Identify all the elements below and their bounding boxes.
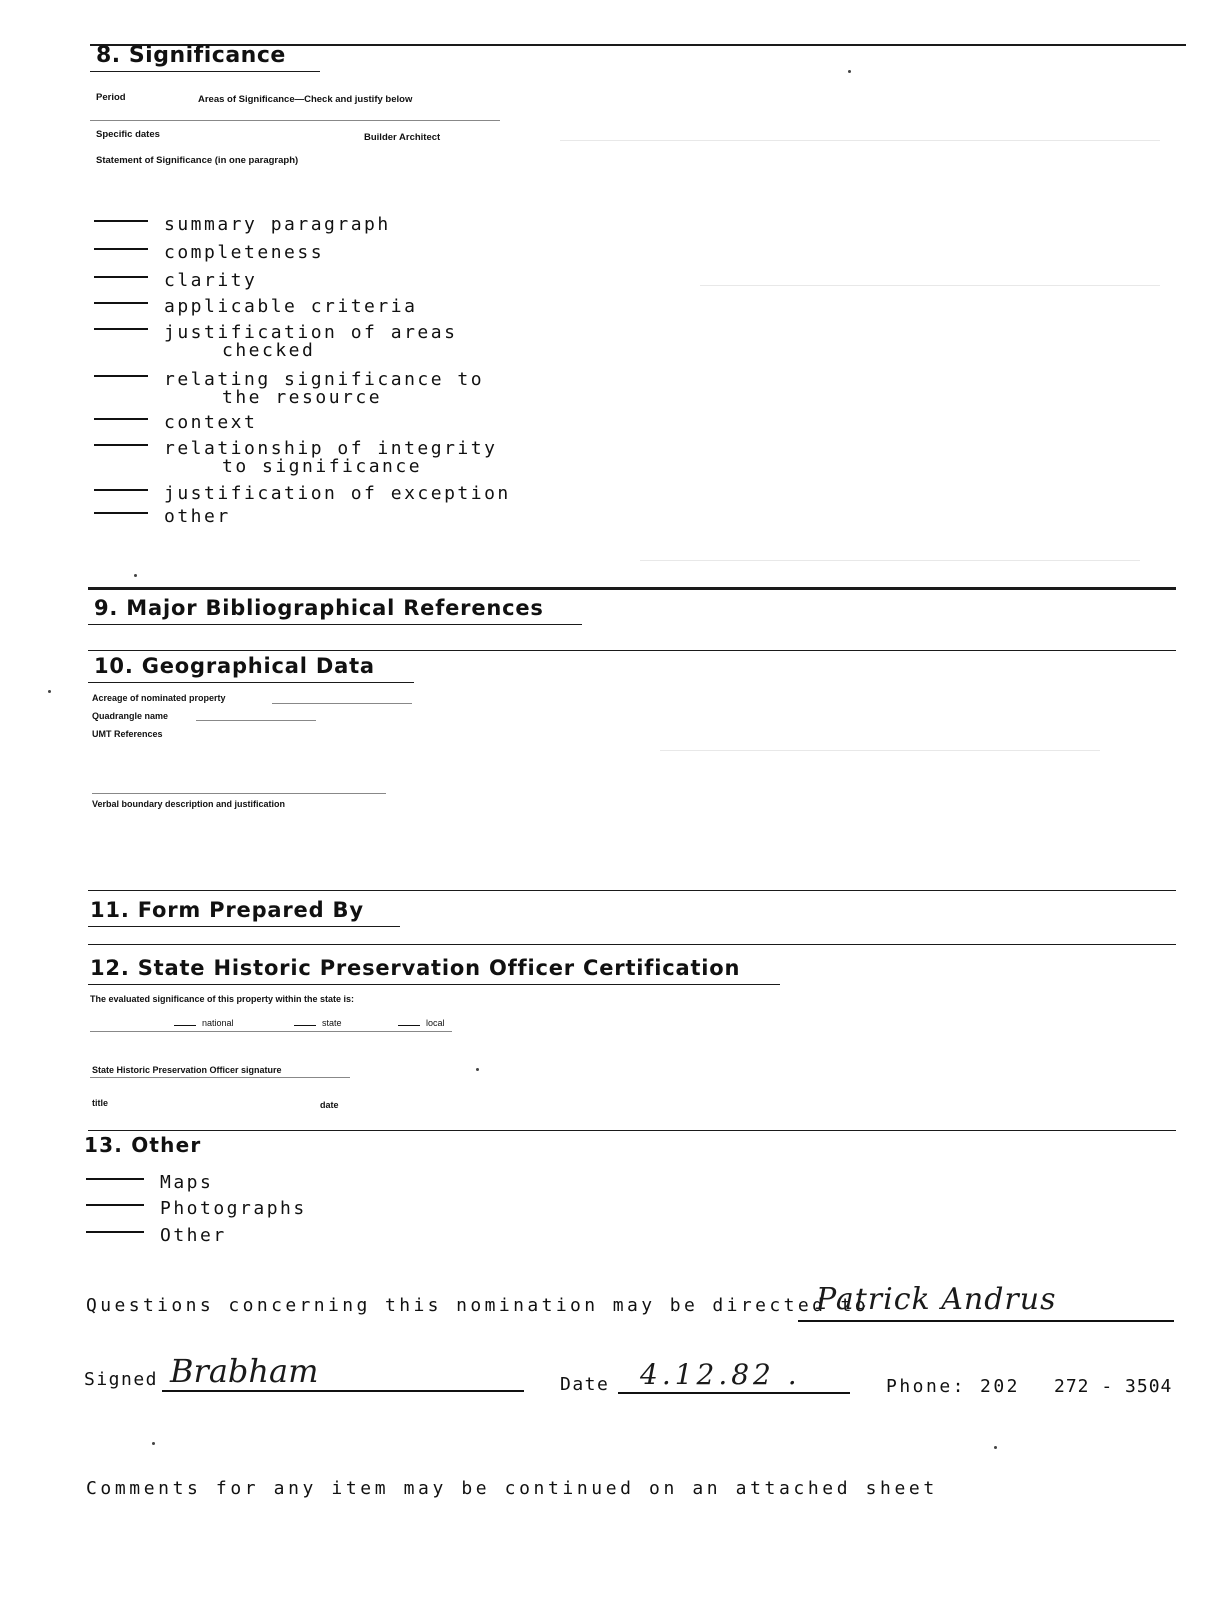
checklist-item-continuation: checked	[222, 340, 316, 361]
phone-label: Phone:	[886, 1376, 967, 1397]
state-option[interactable]	[294, 1018, 342, 1028]
checklist-item-label: justification of areas	[164, 322, 458, 343]
phone-number: 272 - 3504	[1054, 1376, 1173, 1397]
check-blank[interactable]	[94, 302, 148, 304]
scan-speck	[476, 1068, 479, 1071]
check-blank[interactable]	[94, 248, 148, 250]
checklist-item[interactable]	[94, 483, 511, 504]
checklist-item[interactable]	[94, 214, 391, 235]
section-divider	[88, 1130, 1176, 1131]
heading-underline	[88, 926, 400, 927]
checklist-item-continuation: to significance	[222, 456, 423, 477]
evaluated-significance-label: The evaluated significance of this property within the state is:	[90, 994, 355, 1004]
checklist-item-continuation: the resource	[222, 387, 383, 408]
checklist-item[interactable]	[86, 1198, 307, 1219]
section-10-heading: 10. Geographical Data	[94, 654, 375, 678]
checklist-item[interactable]	[94, 296, 417, 317]
check-blank[interactable]	[94, 444, 148, 446]
checklist-item-label: Photographs	[160, 1198, 307, 1219]
quadrangle-field[interactable]	[196, 720, 316, 721]
scan-speck	[134, 574, 137, 577]
period-label: Period	[96, 92, 126, 103]
heading-underline	[88, 984, 780, 985]
title-label: title	[92, 1098, 109, 1108]
check-blank[interactable]	[398, 1025, 420, 1026]
scan-speck	[848, 70, 851, 73]
heading-underline	[88, 624, 582, 625]
field-rule	[90, 1031, 452, 1032]
local-option[interactable]	[398, 1018, 445, 1028]
statement-of-significance-label: Statement of Significance (in one paragraph)	[96, 155, 299, 166]
scan-speck	[994, 1446, 997, 1449]
verbal-boundary-label: Verbal boundary description and justification	[92, 799, 286, 809]
signed-label: Signed	[84, 1369, 159, 1390]
section-divider	[88, 890, 1176, 891]
checklist-item[interactable]	[94, 270, 257, 291]
section-divider	[88, 944, 1176, 945]
footer-date-label: Date	[560, 1374, 610, 1395]
national-option[interactable]	[174, 1018, 234, 1028]
check-blank[interactable]	[86, 1204, 144, 1206]
checklist-item[interactable]	[94, 242, 324, 263]
check-blank[interactable]	[94, 276, 148, 278]
acreage-label: Acreage of nominated property	[92, 693, 226, 703]
checklist-item[interactable]	[86, 1225, 227, 1246]
section-8-heading: 8. Significance	[96, 43, 286, 68]
section-9-heading: 9. Major Bibliographical References	[94, 596, 544, 620]
section-divider	[88, 587, 1176, 590]
check-blank[interactable]	[94, 512, 148, 514]
local-label: local	[426, 1018, 445, 1028]
check-blank[interactable]	[94, 328, 148, 330]
state-label: state	[322, 1018, 342, 1028]
bleed-through-line	[560, 140, 1160, 141]
contact-handwriting: Patrick Andrus	[816, 1282, 1057, 1317]
national-label: national	[202, 1018, 234, 1028]
field-rule	[90, 120, 500, 121]
signature-field[interactable]	[90, 1077, 350, 1078]
checklist-item[interactable]	[94, 412, 257, 433]
checklist-item[interactable]	[86, 1172, 213, 1193]
acreage-field[interactable]	[272, 703, 412, 704]
comments-note: Comments for any item may be continued on an attached sheet	[86, 1478, 938, 1499]
check-blank[interactable]	[94, 375, 148, 377]
checklist-item-label: summary paragraph	[164, 214, 391, 235]
check-blank[interactable]	[94, 220, 148, 222]
signature-handwriting: Brabham	[170, 1352, 319, 1390]
checklist-item-label: relationship of integrity	[164, 438, 498, 459]
bleed-through-line	[700, 285, 1160, 286]
section-13-heading: 13. Other	[84, 1133, 202, 1157]
specific-dates-label: Specific dates	[96, 129, 160, 140]
checklist-item-label: other	[164, 506, 231, 527]
checklist-item-label: Other	[160, 1225, 227, 1246]
quadrangle-label: Quadrangle name	[92, 711, 169, 721]
section-11-heading: 11. Form Prepared By	[90, 898, 364, 922]
scan-speck	[152, 1442, 155, 1445]
date-handwriting: 4.12.82 .	[640, 1358, 801, 1391]
checklist-item-label: context	[164, 412, 258, 433]
check-blank[interactable]	[86, 1178, 144, 1180]
builder-architect-label: Builder Architect	[364, 132, 441, 143]
checklist-item-label: Maps	[160, 1172, 214, 1193]
heading-underline	[90, 71, 320, 72]
date-label: date	[320, 1100, 339, 1110]
shpo-signature-label: State Historic Preservation Officer signature	[92, 1065, 282, 1075]
areas-of-significance-label: Areas of Significance—Check and justify below	[198, 94, 413, 105]
phone-area-code: 202	[980, 1376, 1021, 1397]
scan-speck	[48, 690, 51, 693]
signed-field[interactable]	[162, 1390, 524, 1392]
utm-references-label: UMT References	[92, 729, 163, 739]
check-blank[interactable]	[86, 1231, 144, 1233]
checklist-item-label: completeness	[164, 242, 325, 263]
section-12-heading: 12. State Historic Preservation Officer Certification	[90, 956, 741, 980]
section-divider	[88, 650, 1176, 651]
checklist-item-label: justification of exception	[164, 483, 511, 504]
bleed-through-line	[640, 560, 1140, 561]
check-blank[interactable]	[174, 1025, 196, 1026]
checklist-item[interactable]	[94, 506, 231, 527]
check-blank[interactable]	[94, 418, 148, 420]
checklist-item-label: relating significance to	[164, 369, 485, 390]
field-rule	[92, 793, 386, 794]
check-blank[interactable]	[94, 489, 148, 491]
heading-underline	[88, 682, 414, 683]
check-blank[interactable]	[294, 1025, 316, 1026]
contact-field[interactable]	[798, 1320, 1174, 1322]
date-field[interactable]	[618, 1392, 850, 1394]
checklist-item-label: applicable criteria	[164, 296, 418, 317]
questions-text: Questions concerning this nomination may be directed to	[86, 1295, 870, 1316]
checklist-item-label: clarity	[164, 270, 258, 291]
bleed-through-line	[660, 750, 1100, 751]
